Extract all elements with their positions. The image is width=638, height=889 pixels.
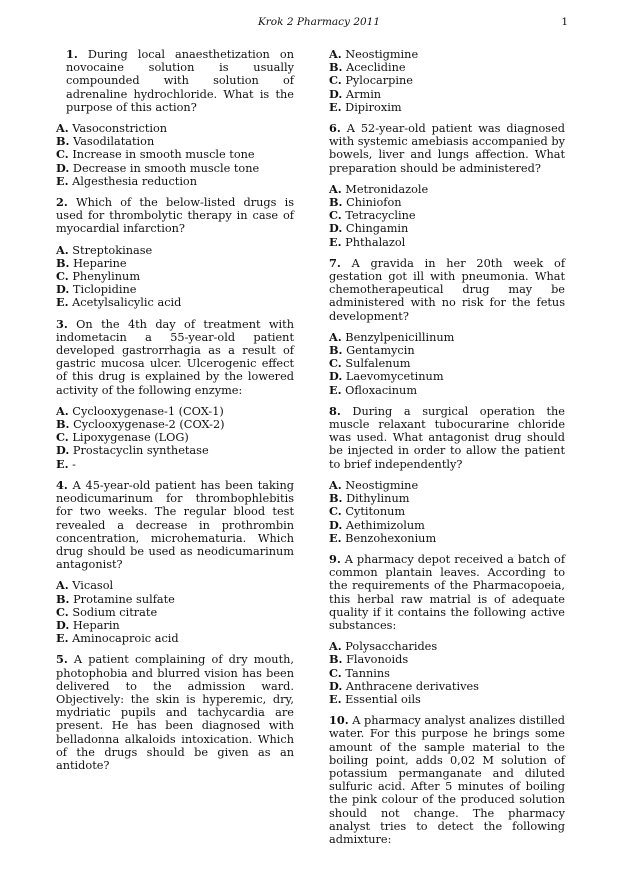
option-letter: A. xyxy=(56,403,69,418)
option-letter: C. xyxy=(329,504,342,519)
answer-options xyxy=(329,183,565,249)
answer-option xyxy=(56,148,294,161)
option-text: Laevomycetinum xyxy=(342,370,444,384)
option-text: Vicasol xyxy=(68,579,114,593)
option-letter: D. xyxy=(329,86,343,101)
page-number: 1 xyxy=(561,16,568,28)
option-text: Algesthesia reduction xyxy=(68,174,198,188)
answer-option xyxy=(329,209,565,222)
option-text: Heparin xyxy=(69,618,120,632)
option-text: Ticlopidine xyxy=(69,283,137,297)
question-body: A patient complaining of dry mouth, photophobia and blurred vision has been delivered to the admission ward. Objectively: the skin is hyperemic, dry, mydriatic pupils and tachycardia are present. He has been diagnosed with belladonna alkaloids intoxication. Which of the drugs should be given as an antidote? xyxy=(56,653,294,772)
right-column xyxy=(329,48,565,854)
option-text: Dipiroxim xyxy=(341,100,402,114)
option-letter: D. xyxy=(56,160,70,175)
answer-options xyxy=(329,640,565,706)
answer-option xyxy=(329,357,565,370)
header-title: Krok 2 Pharmacy 2011 xyxy=(257,16,381,28)
option-letter: E. xyxy=(56,631,69,646)
answer-option xyxy=(329,88,565,101)
answer-option xyxy=(329,640,565,653)
option-letter: C. xyxy=(56,147,69,162)
question-number: 7. xyxy=(329,255,341,270)
option-letter: A. xyxy=(329,477,342,492)
question-number: 5. xyxy=(56,652,68,667)
option-text: Aceclidine xyxy=(342,61,406,75)
question-number: 3. xyxy=(56,316,68,331)
option-text: Prostacyclin synthetase xyxy=(69,444,209,458)
option-letter: B. xyxy=(329,343,343,358)
question-number: 1. xyxy=(66,47,78,61)
answer-option xyxy=(56,593,294,606)
option-text: Polysaccharides xyxy=(341,640,438,654)
option-letter: B. xyxy=(56,134,70,149)
answer-options xyxy=(56,579,294,645)
option-text: Vasoconstriction xyxy=(68,122,168,136)
option-letter: B. xyxy=(56,591,70,606)
answer-option xyxy=(56,122,294,135)
question-number: 6. xyxy=(329,121,341,136)
option-letter: E. xyxy=(56,295,69,310)
question-body: During local anaesthetization on novocaine solution is usually compounded with solution of adrenaline hydrochloride. What is the purpose of this action? xyxy=(66,48,294,114)
option-text: Flavonoids xyxy=(342,653,409,667)
answer-option xyxy=(329,384,565,397)
option-text: Cytitonum xyxy=(341,505,406,519)
answer-options xyxy=(329,331,565,397)
option-letter: B. xyxy=(329,652,343,667)
option-text: Chiniofon xyxy=(342,196,402,210)
question-text xyxy=(56,196,294,236)
answer-option xyxy=(56,296,294,309)
question-block xyxy=(329,257,565,397)
option-text: Anthracene derivatives xyxy=(342,679,479,693)
option-text: Armin xyxy=(342,87,382,101)
option-letter: C. xyxy=(329,208,342,223)
question-block xyxy=(56,196,294,310)
option-letter: C. xyxy=(329,73,342,88)
option-text: Neostigmine xyxy=(341,478,419,492)
question-number: 2. xyxy=(56,195,68,210)
answer-option xyxy=(56,175,294,188)
answer-option xyxy=(329,222,565,235)
option-letter: E. xyxy=(329,691,342,706)
option-text: Pylocarpine xyxy=(341,74,413,88)
answer-option xyxy=(329,101,565,114)
answer-option xyxy=(329,532,565,545)
option-letter: C. xyxy=(56,269,69,284)
answer-option xyxy=(329,48,565,61)
option-text: Sulfalenum xyxy=(341,357,411,371)
option-text: Essential oils xyxy=(341,692,421,706)
question-body: During a surgical operation the muscle relaxant tubocurarine chloride was used. What antagonist drug should be injected in order to allow the patient to brief independently? xyxy=(329,404,565,471)
question-number: 9. xyxy=(329,551,341,566)
option-letter: E. xyxy=(329,234,342,249)
option-letter: B. xyxy=(329,195,343,210)
option-letter: A. xyxy=(56,121,69,136)
answer-option xyxy=(56,632,294,645)
option-letter: D. xyxy=(329,369,343,384)
option-letter: D. xyxy=(56,617,70,632)
question-number: 10. xyxy=(329,713,349,728)
option-letter: B. xyxy=(56,417,70,432)
question-block xyxy=(56,48,294,188)
answer-option xyxy=(56,606,294,619)
answer-options xyxy=(56,244,294,310)
answer-option xyxy=(329,370,565,383)
question-block xyxy=(329,48,565,114)
option-text: Phenylinum xyxy=(68,270,141,284)
answer-options xyxy=(329,479,565,545)
option-letter: D. xyxy=(329,221,343,236)
question-text xyxy=(56,48,294,114)
question-block xyxy=(329,405,565,545)
question-block xyxy=(329,714,565,846)
option-letter: A. xyxy=(56,578,69,593)
option-text: Phthalazol xyxy=(341,235,406,249)
option-letter: B. xyxy=(329,60,343,75)
option-text: Cyclooxygenase-1 (COX-1) xyxy=(68,404,224,418)
answer-options xyxy=(329,48,565,114)
question-text xyxy=(329,405,565,471)
option-text: Tannins xyxy=(341,666,390,680)
option-letter: D. xyxy=(56,282,70,297)
option-text: Protamine sulfate xyxy=(69,592,175,606)
option-letter: E. xyxy=(329,530,342,545)
question-text xyxy=(329,122,565,175)
answer-option xyxy=(56,405,294,418)
question-body: Which of the below-listed drugs is used for thrombolytic therapy in case of myocardial infarction? xyxy=(56,196,294,236)
option-text: Aethimizolum xyxy=(342,518,425,532)
option-letter: B. xyxy=(56,255,70,270)
answer-option xyxy=(56,162,294,175)
option-letter: C. xyxy=(329,665,342,680)
option-text: Ofloxacinum xyxy=(341,383,418,397)
option-letter: A. xyxy=(329,181,342,196)
answer-option xyxy=(56,135,294,148)
option-text: Chingamin xyxy=(342,222,409,236)
question-text xyxy=(56,479,294,571)
question-body: A pharmacy depot received a batch of common plantain leaves. According to the requirements of the Pharmacopoeia, this herbal raw matrial is of adequate quality if it contains the following active substances: xyxy=(329,552,565,632)
answer-option xyxy=(329,196,565,209)
answer-option xyxy=(56,579,294,592)
question-block xyxy=(329,122,565,249)
option-text: Streptokinase xyxy=(68,243,153,257)
option-text: Neostigmine xyxy=(341,48,419,61)
answer-option xyxy=(56,270,294,283)
option-letter: A. xyxy=(329,47,342,61)
option-text: Heparine xyxy=(69,256,127,270)
question-text xyxy=(329,553,565,632)
option-text: Acetylsalicylic acid xyxy=(68,296,182,310)
question-text xyxy=(56,653,294,772)
answer-option xyxy=(329,667,565,680)
question-block xyxy=(56,653,294,772)
answer-option xyxy=(329,344,565,357)
option-text: Cyclooxygenase-2 (COX-2) xyxy=(69,418,225,432)
option-letter: A. xyxy=(329,329,342,344)
option-text: Dithylinum xyxy=(342,492,410,506)
option-letter: E. xyxy=(329,99,342,114)
question-number: 8. xyxy=(329,403,341,418)
option-letter: E. xyxy=(56,456,69,471)
option-text: Gentamycin xyxy=(342,344,415,358)
question-block xyxy=(329,553,565,706)
answer-option xyxy=(56,418,294,431)
question-number: 4. xyxy=(56,477,68,492)
option-text: Benzylpenicillinum xyxy=(341,330,455,344)
option-text: Vasodilatation xyxy=(69,135,155,149)
option-letter: C. xyxy=(56,604,69,619)
option-text: Sodium citrate xyxy=(68,605,158,619)
answer-option xyxy=(56,619,294,632)
answer-option xyxy=(329,331,565,344)
question-block xyxy=(56,479,294,645)
answer-option xyxy=(329,693,565,706)
option-letter: E. xyxy=(56,173,69,188)
answer-option xyxy=(329,505,565,518)
option-letter: C. xyxy=(329,356,342,371)
option-text: Metronidazole xyxy=(341,182,429,196)
option-letter: C. xyxy=(56,430,69,445)
option-letter: B. xyxy=(329,491,343,506)
answer-option xyxy=(329,183,565,196)
question-text xyxy=(56,318,294,397)
option-text: - xyxy=(68,457,76,471)
option-text: Increase in smooth muscle tone xyxy=(68,148,255,162)
answer-option xyxy=(329,236,565,249)
option-letter: D. xyxy=(329,517,343,532)
question-text xyxy=(329,257,565,323)
option-text: Lipoxygenase (LOG) xyxy=(68,431,189,445)
answer-option xyxy=(329,519,565,532)
answer-option xyxy=(329,680,565,693)
option-text: Benzohexonium xyxy=(341,531,437,545)
answer-option xyxy=(56,444,294,457)
option-text: Decrease in smooth muscle tone xyxy=(69,161,260,175)
answer-option xyxy=(329,61,565,74)
option-text: Aminocaproic acid xyxy=(68,632,179,646)
answer-option xyxy=(56,431,294,444)
question-body: A 52-year-old patient was diagnosed with systemic amebiasis accompanied by bowels, liver and lungs affection. What preparation should be administered? xyxy=(329,122,565,175)
answer-option xyxy=(329,74,565,87)
answer-option xyxy=(56,283,294,296)
answer-option xyxy=(329,492,565,505)
question-block xyxy=(56,318,294,471)
answer-option xyxy=(56,458,294,471)
page-header xyxy=(0,16,638,32)
answer-options xyxy=(56,405,294,471)
answer-option xyxy=(329,479,565,492)
question-text xyxy=(329,714,565,846)
option-letter: E. xyxy=(329,382,342,397)
answer-option xyxy=(329,653,565,666)
option-letter: A. xyxy=(329,639,342,654)
answer-options xyxy=(56,122,294,188)
option-letter: D. xyxy=(329,678,343,693)
option-letter: D. xyxy=(56,443,70,458)
option-text: Tetracycline xyxy=(341,209,416,223)
question-body: A pharmacy analyst analizes distilled water. For this purpose he brings some amount of the sample material to the boiling point, adds 0,02 M solution of potassium permanganate and diluted sulfuric acid. After 5 minutes of boiling the pink colour of the produced solution should not change. The pharmacy analyst tries to detect the following admixture: xyxy=(329,714,565,846)
option-letter: A. xyxy=(56,242,69,257)
left-column xyxy=(56,48,294,780)
question-body: A gravida in her 20th week of gestation got ill with pneumonia. What chemotherapeutical drug may be administered with no risk for the fetus development? xyxy=(329,256,565,323)
answer-option xyxy=(56,257,294,270)
answer-option xyxy=(56,244,294,257)
question-body: A 45-year-old patient has been taking neodicumarinum for thrombophlebitis for two weeks. The regular blood test revealed a decrease in prothrombin concentration, microhematuria. Which drug should be used as neodicumarinum antagonist? xyxy=(56,478,294,572)
question-body: On the 4th day of treatment with indometacin a 55-year-old patient developed gastrorrhagia as a result of gastric mucosa ulcer. Ulcerogenic effect of this drug is explained by the lowered activity of the following enzyme: xyxy=(56,317,294,397)
